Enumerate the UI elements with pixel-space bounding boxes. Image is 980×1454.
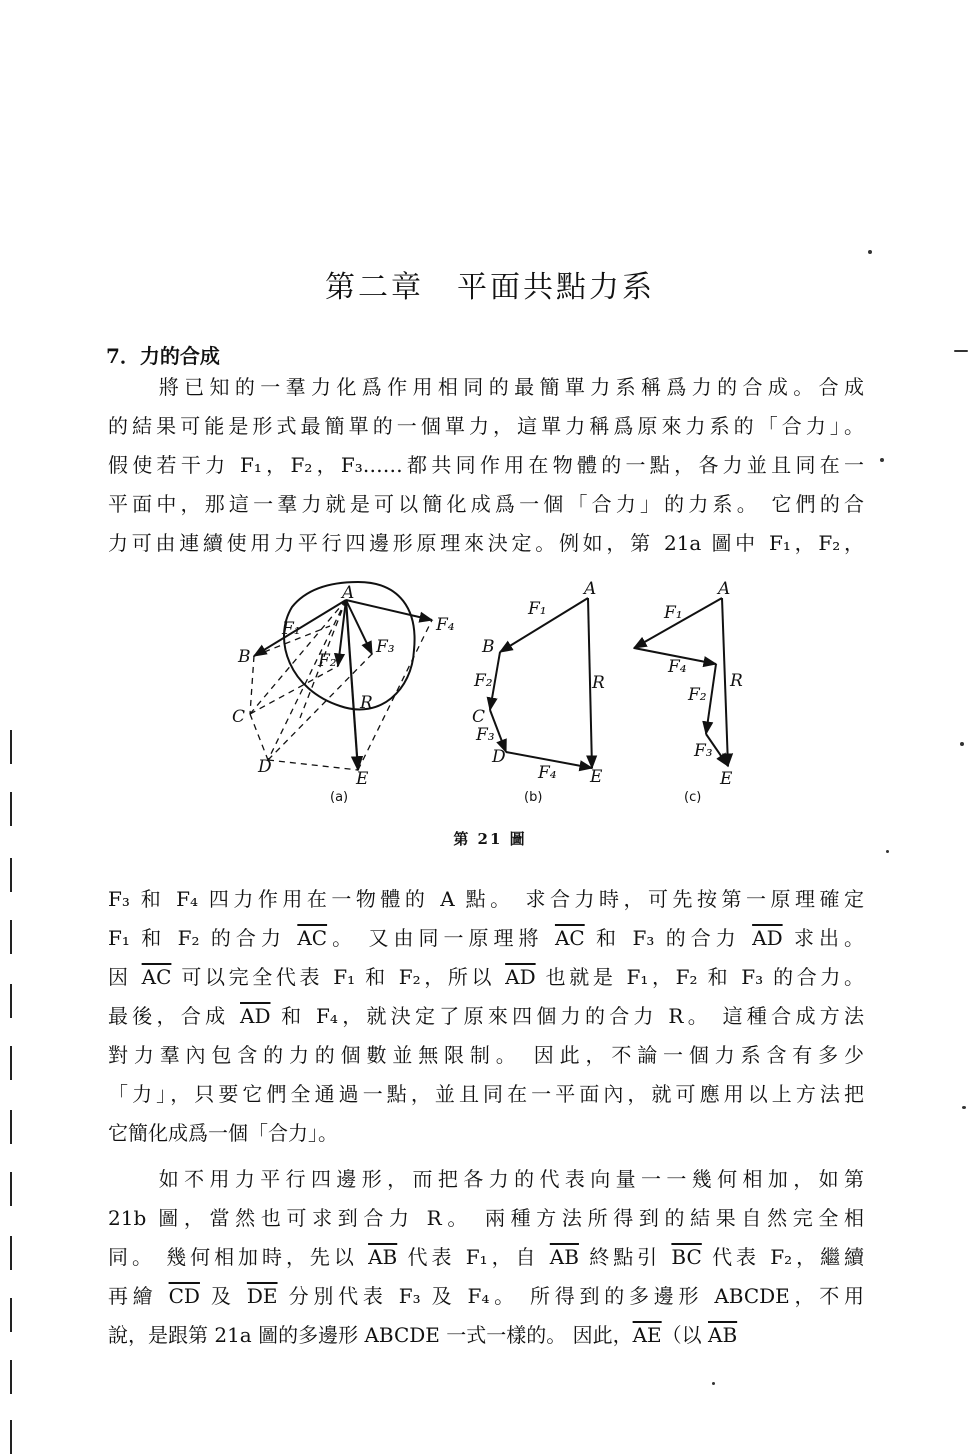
margin-mark bbox=[10, 1236, 12, 1270]
text-run: 和 F₄，就決定了原來四個力的合力 R。 這種合成方法 bbox=[270, 1004, 864, 1028]
label-f3: F₃ bbox=[476, 725, 495, 745]
margin-mark bbox=[10, 1360, 12, 1394]
text-run: 同。 幾何相加時，先以 bbox=[108, 1245, 369, 1269]
text-line bbox=[108, 880, 864, 919]
label-c: C bbox=[232, 707, 246, 727]
margin-mark bbox=[10, 920, 12, 954]
label-f4: F₄ bbox=[668, 657, 687, 677]
text-line bbox=[108, 1160, 864, 1199]
vector-notation: $\overline{AD}$ bbox=[505, 965, 536, 989]
label-f2: F₂ bbox=[474, 671, 493, 691]
label-d: D bbox=[258, 757, 272, 777]
text-run: 。 又由同一原理將 bbox=[327, 926, 555, 950]
construction-lines bbox=[250, 600, 432, 770]
vector-notation: $\overline{AE}$ bbox=[632, 1323, 662, 1347]
force-polygon-c bbox=[634, 598, 728, 766]
text-run: 「力」，只要它們全通過一點，並且同在一平面內，就可應用以上方法把 bbox=[108, 1082, 864, 1106]
text-line bbox=[108, 958, 864, 997]
label-f1: F₁ bbox=[664, 603, 683, 623]
text-run: 說，是跟第 21a 圖的多邊形 ABCDE 一式一樣的。 因此， bbox=[108, 1323, 633, 1347]
text-run: 代表 F₁，自 bbox=[397, 1245, 550, 1269]
text-run: F₁ 和 F₂ 的合力 bbox=[108, 926, 298, 950]
label-e: E bbox=[720, 769, 733, 789]
text-line bbox=[108, 1036, 864, 1075]
margin-mark bbox=[10, 1420, 12, 1454]
text-run: 對力羣內包含的力的個數並無限制。 因此，不論一個力系含有多少 bbox=[108, 1043, 864, 1067]
scan-speck bbox=[960, 742, 964, 746]
label-f4: F₄ bbox=[538, 763, 557, 783]
margin-mark bbox=[10, 1298, 12, 1332]
text-run: 及 bbox=[199, 1284, 247, 1308]
label-r: R bbox=[360, 693, 373, 713]
text-line: 將已知的一羣力化爲作用相同的最簡單力系稱爲力的合成。合成 bbox=[108, 375, 864, 399]
subfigure-label-a: (a) bbox=[330, 790, 349, 805]
label-r: R bbox=[592, 673, 605, 693]
text-line bbox=[108, 1114, 864, 1153]
chapter-title: 第二章 平面共點力系 bbox=[325, 270, 655, 305]
text-line bbox=[108, 1316, 864, 1355]
text-run: 如不用力平行四邊形，而把各力的代表向量一一幾何相加，如第 bbox=[108, 1167, 864, 1191]
vector-notation: $\overline{BC}$ bbox=[671, 1245, 702, 1269]
label-c: C bbox=[472, 707, 486, 727]
paragraph-2 bbox=[108, 880, 864, 1153]
scan-speck bbox=[954, 350, 968, 352]
margin-mark bbox=[10, 1046, 12, 1080]
text-run: 21b 圖，當然也可求到合力 R。 兩種方法所得到的結果自然完全相 bbox=[108, 1206, 864, 1230]
resultant-r-vector bbox=[346, 600, 358, 770]
text-line: 假使若干力 F₁，F₂，F₃……都共同作用在物體的一點，各力並且同在一 bbox=[108, 453, 864, 477]
text-run: 分別代表 F₃ 及 F₄。 所得到的多邊形 ABCDE，不用 bbox=[277, 1284, 864, 1308]
scan-speck bbox=[880, 458, 884, 462]
label-f2: F₂ bbox=[688, 685, 707, 705]
force-polygon-b bbox=[490, 598, 592, 768]
vector-notation: $\overline{AD}$ bbox=[240, 1004, 271, 1028]
subfigure-label-b: (b) bbox=[524, 790, 543, 805]
vector-notation: $\overline{AC}$ bbox=[141, 965, 172, 989]
text-run: （以 bbox=[661, 1323, 709, 1347]
text-run: F₃ 和 F₄ 四力作用在一物體的 A 點。 求合力時，可先按第一原理確定 bbox=[108, 887, 864, 911]
text-run: 和 F₃ 的合力 bbox=[584, 926, 753, 950]
text-line bbox=[108, 997, 864, 1036]
text-run: 可以完全代表 F₁ 和 F₂，所以 bbox=[171, 965, 506, 989]
scan-speck bbox=[712, 1382, 715, 1385]
vector-notation: $\overline{AD}$ bbox=[752, 926, 783, 950]
label-f4: F₄ bbox=[436, 615, 455, 635]
text-line bbox=[108, 1075, 864, 1114]
margin-mark bbox=[10, 984, 12, 1018]
scan-speck bbox=[886, 850, 889, 853]
text-run: 再繪 bbox=[108, 1284, 169, 1308]
margin-mark bbox=[10, 1110, 12, 1144]
label-f3: F₃ bbox=[694, 741, 713, 761]
text-line: 力可由連續使用力平行四邊形原理來決定。例如，第 21a 圖中 F₁，F₂， bbox=[108, 531, 864, 555]
margin-mark bbox=[10, 730, 12, 764]
vector-notation: $\overline{AB}$ bbox=[368, 1245, 398, 1269]
label-f3: F₃ bbox=[376, 637, 395, 657]
text-line bbox=[108, 1199, 864, 1238]
label-a: A bbox=[584, 579, 597, 599]
label-e: E bbox=[356, 769, 369, 789]
text-run: 代表 F₂，繼續 bbox=[701, 1245, 864, 1269]
label-f1: F₁ bbox=[528, 599, 547, 619]
margin-mark bbox=[10, 1172, 12, 1206]
scan-speck bbox=[962, 1106, 966, 1109]
force-f2-vector bbox=[338, 600, 346, 666]
subfigure-label-c: (c) bbox=[684, 790, 702, 805]
margin-mark bbox=[10, 792, 12, 826]
text-line bbox=[108, 919, 864, 958]
text-line bbox=[108, 1277, 864, 1316]
label-f2: F₂ bbox=[318, 651, 337, 671]
text-line bbox=[108, 1238, 864, 1277]
text-run: 它簡化成爲一個「合力」。 bbox=[108, 1121, 338, 1145]
text-run: 求出。 bbox=[782, 926, 864, 950]
label-a: A bbox=[342, 583, 355, 603]
force-f4-vector bbox=[346, 600, 432, 620]
label-f1: F₁ bbox=[282, 619, 301, 639]
section-heading: 7．力的合成 bbox=[106, 344, 220, 368]
text-run: 終點引 bbox=[578, 1245, 672, 1269]
label-e: E bbox=[590, 767, 603, 787]
text-line: 平面中，那這一羣力就是可以簡化成爲一個「合力」的力系。 它們的合 bbox=[108, 492, 864, 516]
figure-caption: 第 21 圖 bbox=[453, 830, 527, 848]
text-line: 的結果可能是形式最簡單的一個單力，這單力稱爲原來力系的「合力」。 bbox=[108, 414, 864, 438]
label-b: B bbox=[238, 647, 251, 667]
text-run: 最後，合成 bbox=[108, 1004, 241, 1028]
label-b: B bbox=[482, 637, 495, 657]
label-r: R bbox=[730, 671, 743, 691]
paragraph-3 bbox=[108, 1160, 864, 1355]
text-run: 因 bbox=[108, 965, 142, 989]
label-d: D bbox=[492, 747, 506, 767]
vector-notation: $\overline{CD}$ bbox=[168, 1284, 200, 1308]
vector-notation: $\overline{AC}$ bbox=[297, 926, 328, 950]
vector-notation: $\overline{AB}$ bbox=[708, 1323, 738, 1347]
text-run: 也就是 F₁，F₂ 和 F₃ 的合力。 bbox=[535, 965, 864, 989]
scan-speck bbox=[868, 250, 872, 254]
margin-mark bbox=[10, 858, 12, 892]
vector-notation: $\overline{DE}$ bbox=[246, 1284, 278, 1308]
label-a: A bbox=[718, 579, 731, 599]
vector-notation: $\overline{AB}$ bbox=[549, 1245, 579, 1269]
vector-notation: $\overline{AC}$ bbox=[554, 926, 585, 950]
